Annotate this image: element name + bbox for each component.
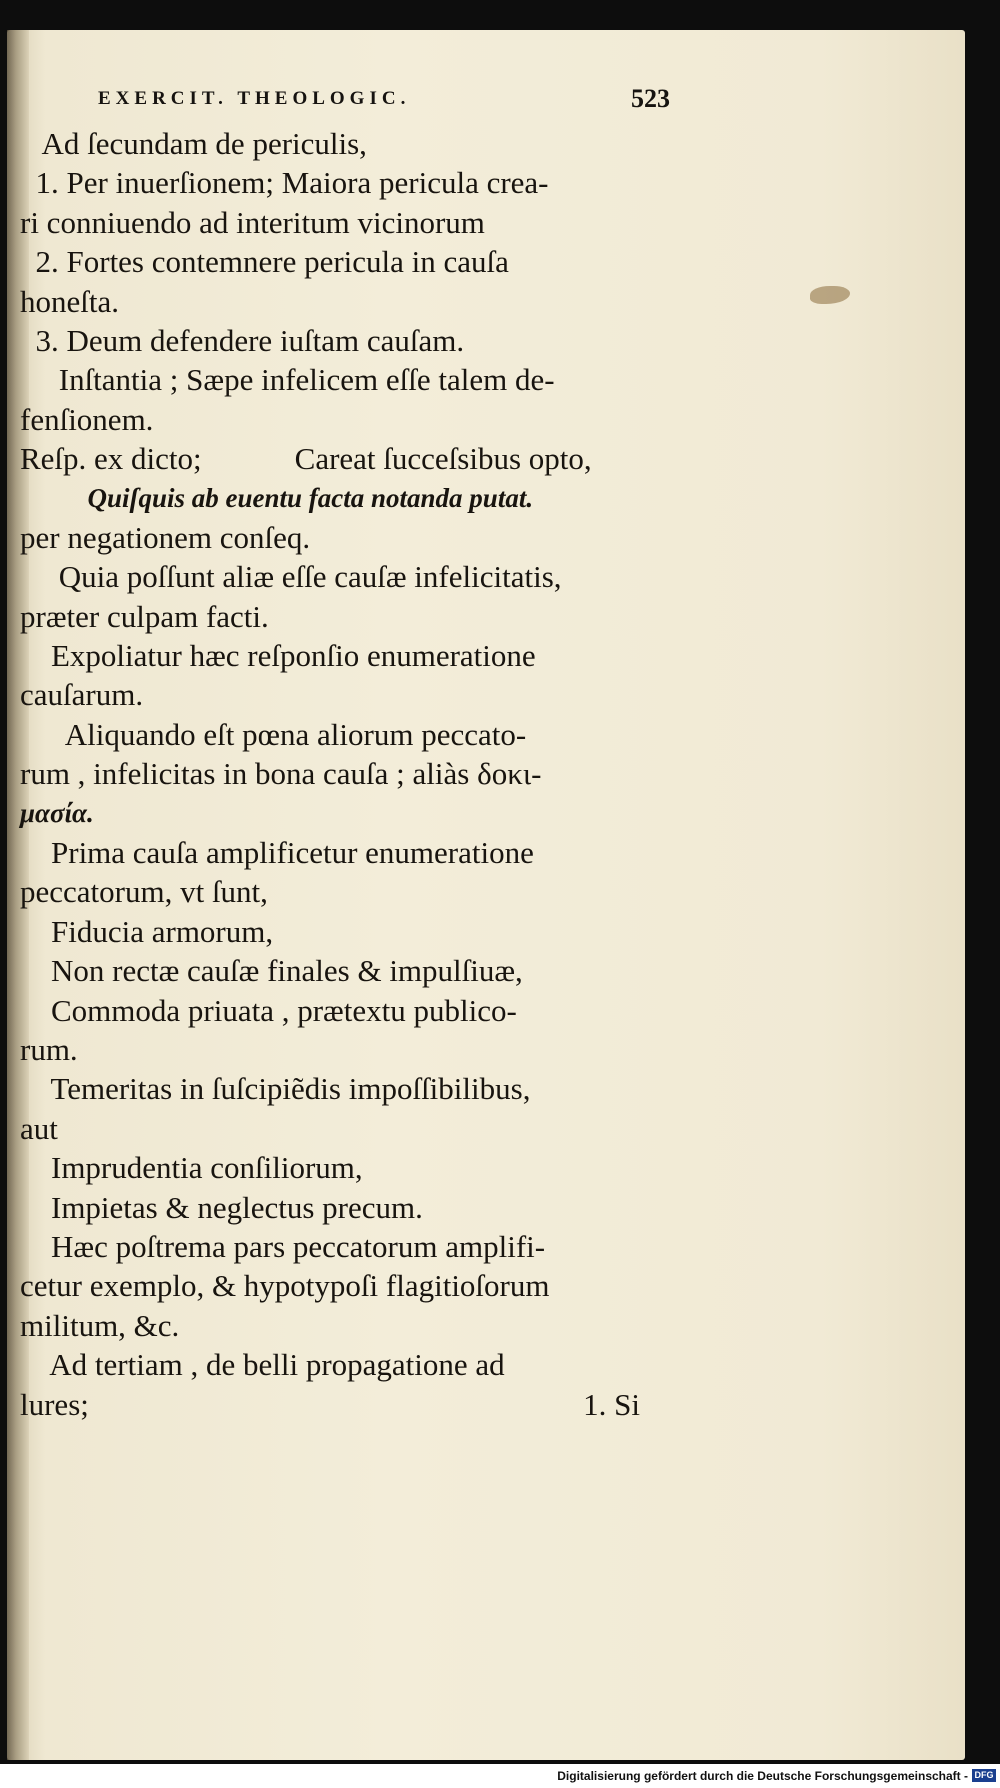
digitization-credit: Digitalisierung gefördert durch die Deutsche Forschungsgemeinschaft - — [557, 1769, 968, 1783]
text-line: Aliquando eſt pœna aliorum peccato- — [20, 716, 527, 752]
text-line: Inſtantia ; Sæpe infelicem eſſe talem de- — [20, 362, 555, 398]
running-header — [90, 84, 670, 118]
text-line: Fiducia armorum, — [20, 913, 274, 949]
text-line: Ad ſecundam de periculis, — [20, 126, 367, 161]
text-line: ri conniuendo ad interitum vicinorum — [20, 204, 485, 240]
text-line: Quia poſſunt aliæ eſſe cauſæ infelicitatis, — [20, 559, 562, 595]
text-line: aut — [20, 1110, 58, 1146]
text-line: rum , infelicitas in bona cauſa ; aliàs δοκι- — [20, 756, 542, 792]
text-line: 2. Fortes contemnere pericula in cauſa — [20, 244, 509, 280]
text-line: Non rectæ cauſæ finales & impulſiuæ, — [20, 953, 523, 989]
text-line: Hæc poſtrema pars peccatorum amplifi- — [20, 1228, 546, 1264]
body-text — [20, 124, 680, 1424]
text-line: Expoliatur hæc reſponſio enumeratione — [20, 638, 536, 674]
text-line: militum, &c. — [20, 1307, 180, 1343]
text-line: Imprudentia conſiliorum, — [20, 1150, 363, 1186]
text-line: fenſionem. — [20, 401, 154, 437]
text-line: Impietas & neglectus precum. — [20, 1189, 423, 1225]
text-line: μασία. — [20, 797, 94, 828]
text-line: cetur exemplo, & hypotypoſi flagitioſorum — [20, 1268, 550, 1304]
text-line: Ad tertiam , de belli propagatione ad — [20, 1347, 505, 1383]
text-line: honeſta. — [20, 283, 119, 319]
catchword: 1. Si — [583, 1386, 640, 1422]
page-number: 523 — [631, 84, 670, 113]
text-line: Prima cauſa amplificetur enumeratione — [20, 835, 534, 871]
footer-bar — [0, 1764, 1000, 1788]
text-line: Temeritas in ſuſcipiẽdis impoſſibilibus, — [20, 1071, 531, 1107]
dfg-logo: DFG — [972, 1769, 996, 1782]
text-line: Quiſquis ab euentu facta notanda putat. — [20, 482, 534, 513]
text-line: 1. Per inuerſionem; Maiora pericula crea- — [20, 165, 549, 201]
text-line: per negationem conſeq. — [20, 519, 311, 555]
text-line: Reſp. ex dicto; Careat ſucceſsibus opto, — [20, 441, 592, 477]
text-line: lures; — [20, 1386, 89, 1422]
text-line: præter culpam facti. — [20, 598, 269, 634]
text-line: rum. — [20, 1031, 78, 1067]
text-line: peccatorum, vt ſunt, — [20, 874, 268, 910]
text-line: Commoda priuata , prætextu publico- — [20, 992, 517, 1028]
text-line: 3. Deum defendere iuſtam cauſam. — [20, 322, 465, 358]
text-line: cauſarum. — [20, 677, 144, 713]
running-head-title: EXERCIT. THEOLOGIC. — [98, 88, 411, 109]
